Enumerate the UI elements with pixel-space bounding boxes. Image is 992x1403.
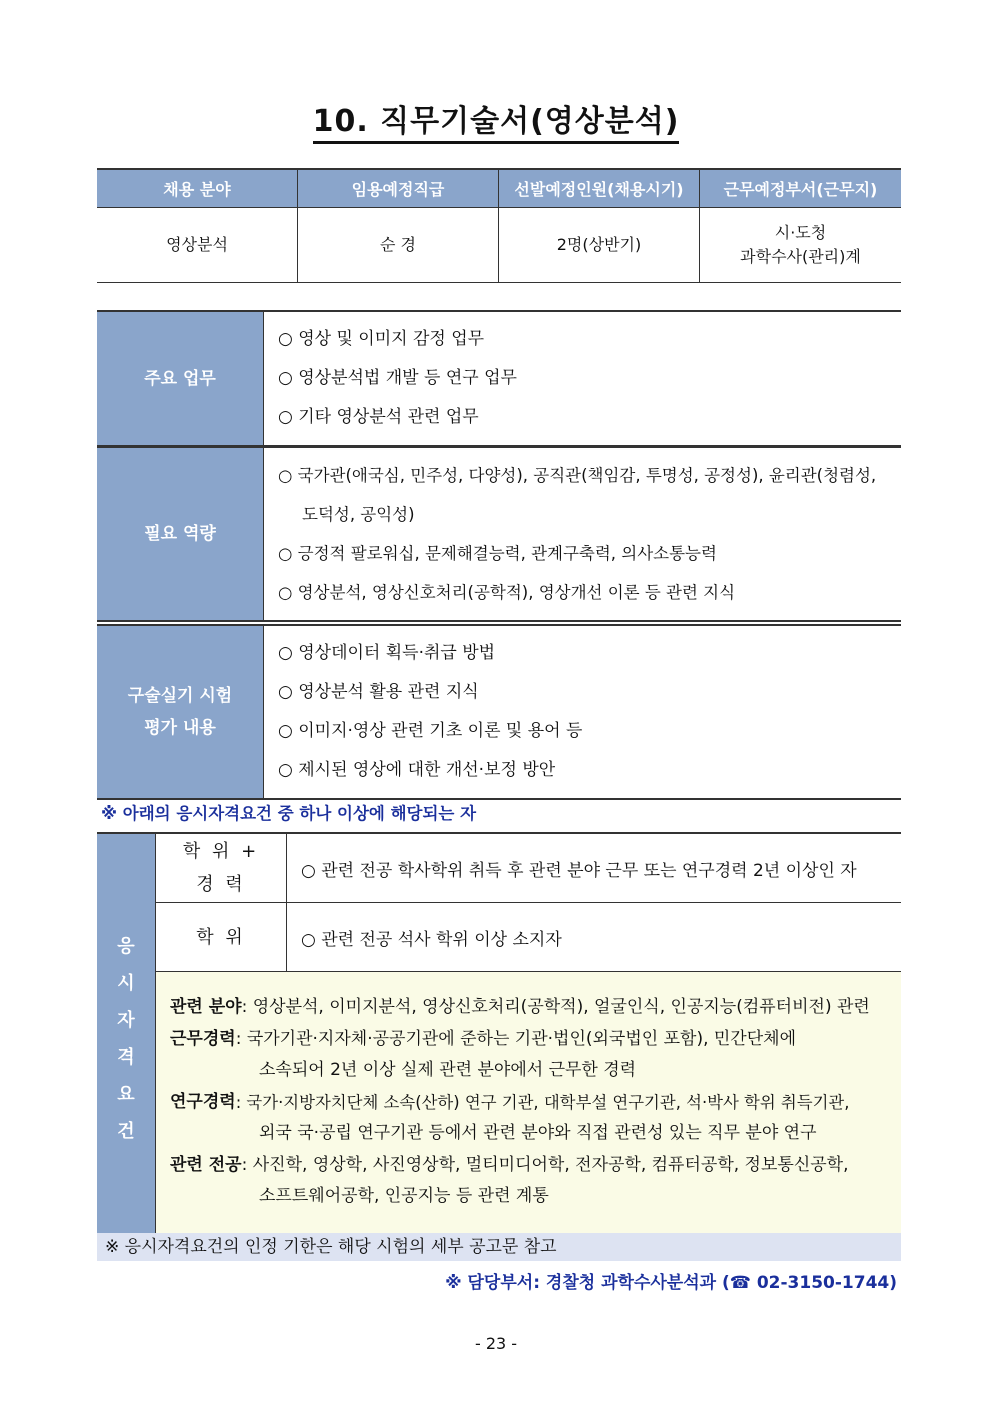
detail-keyword: 연구경력 xyxy=(170,1091,236,1112)
degree-career-text: ○ 관련 전공 학사학위 취득 후 관련 분야 근무 또는 연구경력 2년 이상인 자 xyxy=(287,833,902,903)
label-line: 경 력 xyxy=(196,874,246,895)
dept-value xyxy=(700,208,902,283)
degree-text: ○ 관련 전공 석사 학위 이상 소지자 xyxy=(287,903,902,972)
requirement-note: ※ 아래의 응시자격요건 중 하나 이상에 해당되는 자 xyxy=(101,804,477,823)
detail-keyword: 근무경력 xyxy=(170,1028,236,1049)
detail-row xyxy=(170,1150,897,1182)
detail-row xyxy=(170,992,897,1024)
detail-continuation: 소속되어 2년 이상 실제 관련 분야에서 근무한 경력 xyxy=(259,1060,637,1080)
list-item: ○ 영상분석 활용 관련 지식 xyxy=(278,682,479,702)
column-header: 근무예정부서(근무지) xyxy=(700,169,902,208)
detail-text: : 영상분석, 이미지분석, 영상신호처리(공학적), 얼굴인식, 인공지능(컴퓨터비전) 관련 xyxy=(241,997,870,1017)
degree-label: 학 위 xyxy=(156,903,287,972)
competencies-table xyxy=(97,446,901,622)
page-title-text: 10. 직무기술서(영상분석) xyxy=(313,104,680,144)
job-header-table xyxy=(97,168,901,283)
main-duties-table xyxy=(97,310,901,447)
side-char: 격 xyxy=(117,1047,135,1068)
column-header: 임용예정직급 xyxy=(298,169,499,208)
oral-test-table xyxy=(97,624,901,800)
detail-keyword: 관련 분야 xyxy=(170,997,242,1017)
list-item: ○ 영상데이터 획득·취급 방법 xyxy=(278,643,496,663)
side-char: 응 xyxy=(117,936,135,957)
column-header: 채용 분야 xyxy=(97,169,298,208)
field-value: 영상분석 xyxy=(166,235,228,254)
section-label-line: 구술실기 시험 xyxy=(127,686,233,706)
detail-row xyxy=(170,1024,897,1056)
page-title xyxy=(0,96,992,140)
section-label-line: 평가 내용 xyxy=(144,718,216,738)
footer-note: ※ 응시자격요건의 인정 기한은 해당 시험의 세부 공고문 참고 xyxy=(97,1233,901,1261)
list-item-continuation: 도덕성, 공익성) xyxy=(302,505,415,524)
side-char: 시 xyxy=(117,973,135,994)
dept-line: 과학수사(관리)계 xyxy=(740,247,861,266)
contact-info: ※ 담당부서: 경찰청 과학수사분석과 (☎ 02-3150-1744) xyxy=(445,1273,897,1293)
detail-continuation: 소프트웨어공학, 인공지능 등 관련 계통 xyxy=(259,1186,549,1206)
side-char: 자 xyxy=(117,1010,135,1031)
detail-row xyxy=(170,1087,897,1119)
qualification-details xyxy=(156,972,902,1255)
rank-value: 순 경 xyxy=(298,208,499,283)
dept-line: 시·도청 xyxy=(774,223,827,242)
section-label: 필요 역량 xyxy=(97,447,264,621)
list-item: ○ 영상분석, 영상신호처리(공학적), 영상개선 이론 등 관련 지식 xyxy=(278,583,736,602)
degree-career-label xyxy=(156,833,287,903)
list-item: ○ 제시된 영상에 대한 개선·보정 방안 xyxy=(278,760,556,780)
section-label xyxy=(97,625,264,799)
list-item: ○ 이미지·영상 관련 기초 이론 및 용어 등 xyxy=(278,721,583,741)
qualification-table xyxy=(97,832,901,1254)
detail-text: : 국가기관·지자체·공공기관에 준하는 기관·법인(외국법인 포함), 민간단체에 xyxy=(235,1028,796,1049)
section-label: 주요 업무 xyxy=(97,311,264,446)
detail-continuation: 외국 국·공립 연구기관 등에서 관련 분야와 직접 관련성 있는 직무 분야 연구 xyxy=(259,1123,817,1143)
list-item: ○ 긍정적 팔로워십, 문제해결능력, 관계구축력, 의사소통능력 xyxy=(278,544,717,563)
list-item: ○ 영상분석법 개발 등 연구 업무 xyxy=(278,368,517,388)
label-line: 학 위 + xyxy=(182,841,260,862)
qualification-side-label xyxy=(97,833,156,1254)
column-header: 선발예정인원(채용시기) xyxy=(499,169,700,208)
page-number: - 23 - xyxy=(474,1334,518,1353)
list-item: ○ 기타 영상분석 관련 업무 xyxy=(278,407,479,427)
section-content xyxy=(264,447,902,621)
detail-text: : 국가·지방자치단체 소속(산하) 연구 기관, 대학부설 연구기관, 석·박사 학위 취득기관, xyxy=(235,1092,850,1112)
list-item: ○ 국가관(애국심, 민주성, 다양성), 공직관(책임감, 투명성, 공정성), 윤리관(청렴성, xyxy=(278,466,877,485)
side-char: 건 xyxy=(117,1121,135,1142)
detail-keyword: 관련 전공 xyxy=(170,1154,242,1175)
count-value: 2명(상반기) xyxy=(499,208,700,283)
section-content xyxy=(264,311,902,446)
section-content xyxy=(264,625,902,799)
side-char: 요 xyxy=(117,1084,135,1105)
list-item: ○ 영상 및 이미지 감정 업무 xyxy=(278,329,485,349)
detail-text: : 사진학, 영상학, 사진영상학, 멀티미디어학, 전자공학, 컴퓨터공학, 정보통신공학, xyxy=(241,1154,849,1175)
